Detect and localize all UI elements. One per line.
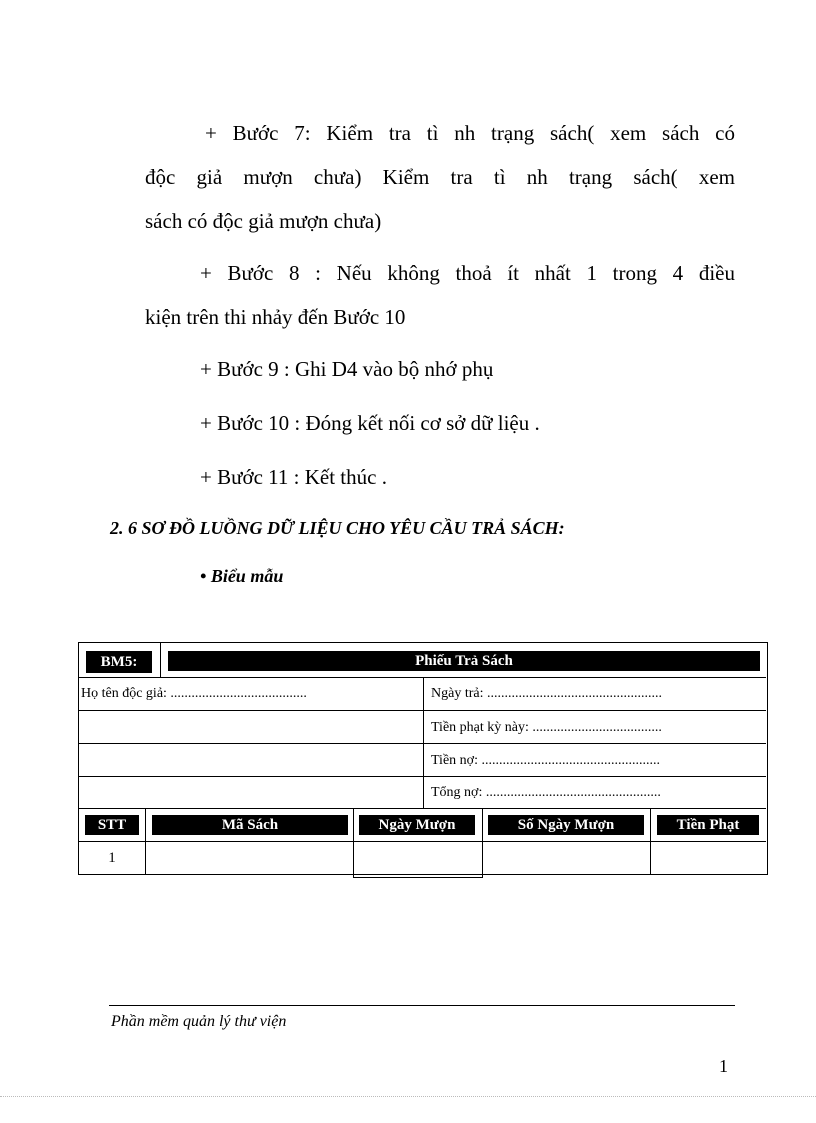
step7-line2: độc giả mượn chưa) Kiểm tra tì nh trạng sách( xem <box>145 165 735 189</box>
bullet-label: Biểu mẫu <box>210 566 284 586</box>
column-header-book-id: Mã Sách <box>152 815 348 835</box>
step8-line2: kiện trên thi nhảy đến Bước 10 <box>145 305 406 329</box>
section-heading: 2. 6 SƠ ĐỒ LUỒNG DỮ LIỆU CHO YÊU CẦU TRẢ SÁCH: <box>110 518 565 538</box>
bullet-item <box>200 566 283 587</box>
table-row-stt: 1 <box>108 850 116 866</box>
step11: + Bước 11 : Kết thúc . <box>200 465 387 489</box>
step10: + Bước 10 : Đóng kết nối cơ sở dữ liệu . <box>200 411 540 435</box>
reader-name-field: Họ tên độc giả: ....................................... <box>81 686 307 701</box>
fine-this-period-field: Tiền phạt kỳ này: ..................................... <box>431 720 662 735</box>
step7-line1: + Bước 7: Kiểm tra tì nh trạng sách( xem sách có <box>205 121 735 145</box>
column-header-days-borrowed: Số Ngày Mượn <box>488 815 644 835</box>
footer-text: Phần mềm quản lý thư viện <box>111 1013 287 1030</box>
form-code: BM5: <box>86 651 152 673</box>
page-bottom-edge <box>0 1096 816 1097</box>
bullet-symbol: • <box>200 566 207 586</box>
column-header-fine: Tiền Phạt <box>657 815 759 835</box>
column-header-stt: STT <box>85 815 139 835</box>
return-slip-form <box>78 642 768 875</box>
form-title: Phiếu Trả Sách <box>168 651 760 671</box>
debt-field: Tiền nợ: ................................................... <box>431 753 660 768</box>
return-date-field: Ngày trả: .................................................. <box>431 686 662 701</box>
step8-line1: + Bước 8 : Nếu không thoả ít nhất 1 trong 4 điều <box>200 261 735 285</box>
total-debt-field: Tổng nợ: .................................................. <box>431 785 661 800</box>
page-number: 1 <box>719 1056 728 1076</box>
step7-line3: sách có độc giả mượn chưa) <box>145 209 382 233</box>
step9: + Bước 9 : Ghi D4 vào bộ nhớ phụ <box>200 357 494 381</box>
column-header-borrow-date: Ngày Mượn <box>359 815 475 835</box>
footer-divider <box>109 1005 735 1006</box>
